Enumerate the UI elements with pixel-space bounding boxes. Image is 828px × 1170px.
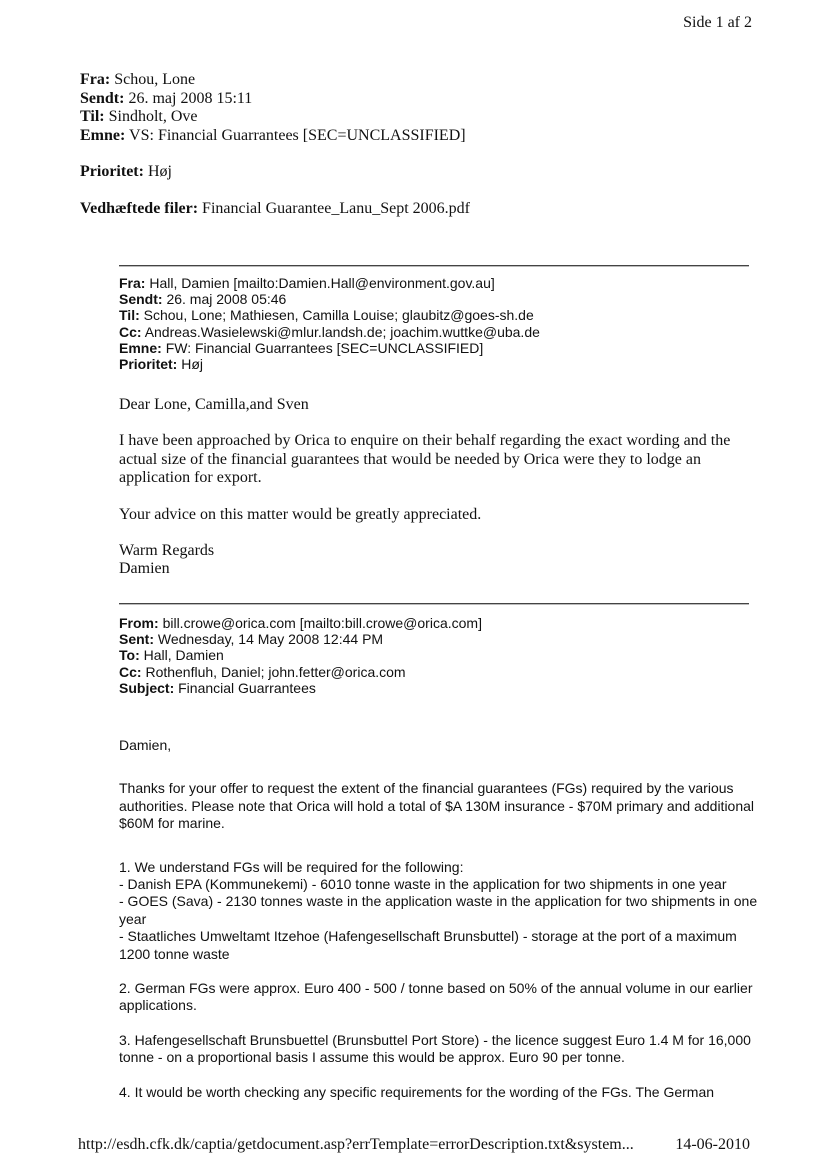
- mail2-subject-row: [119, 680, 759, 696]
- mail2-to-value: Hall, Damien: [143, 647, 224, 664]
- outer-subject-label: Emne:: [80, 126, 126, 144]
- mail2-body: [119, 737, 759, 1101]
- outer-subject-value: VS: Financial Guarrantees [SEC=UNCLASSIFIED]: [129, 126, 466, 144]
- mail1-from-label: Fra:: [119, 275, 146, 291]
- mail1-priority-row: [119, 356, 759, 372]
- mail1-subject-row: [119, 340, 759, 356]
- print-footer: [78, 1136, 750, 1154]
- mail1-sent-value: 26. maj 2008 05:46: [166, 291, 287, 308]
- mail1-cc-value: Andreas.Wasielewski@mlur.landsh.de; joachim.wuttke@uba.de: [144, 323, 540, 340]
- outer-to-value: Sindholt, Ove: [108, 108, 198, 125]
- outer-from-row: [80, 71, 760, 90]
- mail2-sent-row: [119, 631, 759, 647]
- outer-sent-label: Sendt:: [80, 89, 125, 107]
- mail2-sent-label: Sent:: [119, 631, 154, 648]
- footer-date: 14-06-2010: [675, 1136, 750, 1153]
- mail2-from-value: bill.crowe@orica.com [mailto:bill.crowe@orica.com]: [162, 615, 482, 631]
- mail2-cc-label: Cc:: [119, 663, 142, 680]
- mail2-cc-row: [119, 664, 759, 680]
- mail2-item1-a: - Danish EPA (Kommunekemi) - 6010 tonne waste in the application for two shipments in one year: [119, 876, 727, 893]
- outer-attachments-value: Financial Guarantee_Lanu_Sept 2006.pdf: [202, 199, 470, 217]
- mail1-body: [119, 396, 759, 579]
- mail2-greeting: Damien,: [119, 737, 172, 753]
- mail2-item-2: 2. German FGs were approx. Euro 400 - 500 / tonne based on 50% of the annual volume in our earlier applications.: [119, 980, 753, 1014]
- mail2-item1-c: - Staatliches Umweltamt Itzehoe (Hafengesellschaft Brunsbuttel) - storage at the port of a maximum 1200 tonne waste: [119, 928, 737, 962]
- outer-email-header: [80, 71, 760, 218]
- outer-subject-row: [80, 127, 760, 146]
- mail2-header: [119, 615, 759, 696]
- mail1-cc-row: [119, 324, 759, 340]
- mail2-item-4: 4. It would be worth checking any specific requirements for the wording of the FGs. The German: [119, 1083, 715, 1100]
- mail1-paragraph-1: I have been approached by Orica to enquire on their behalf regarding the exact wording and the actual size of the financial guarantees that would be needed by Orica were they to lodge an application for export.: [119, 432, 731, 487]
- mail1-subject-value: FW: Financial Guarrantees [SEC=UNCLASSIFIED]: [165, 339, 484, 356]
- mail1-signature: Damien: [119, 560, 170, 578]
- mail1-header: [119, 275, 759, 372]
- mail1-priority-value: Høj: [181, 356, 204, 373]
- mail2-cc-value: Rothenfluh, Daniel; john.fetter@orica.com: [145, 663, 406, 680]
- mail2-paragraph-1: Thanks for your offer to request the extent of the financial guarantees (FGs) required by the various authorities. Please note that Orica will hold a total of $A 130M insurance - $70M primary and additional $60M for marine.: [119, 780, 755, 832]
- mail1-from-value: Hall, Damien [mailto:Damien.Hall@environment.gov.au]: [149, 275, 495, 291]
- mail1-sent-row: [119, 291, 759, 307]
- mail1-paragraph-2: Your advice on this matter would be greatly appreciated.: [119, 505, 482, 523]
- mail1-to-label: Til:: [119, 307, 140, 324]
- mail2-to-row: [119, 647, 759, 663]
- mail1-priority-label: Prioritet:: [119, 356, 178, 373]
- outer-attachments-label: Vedhæftede filer:: [80, 199, 199, 217]
- page-number: Side 1 af 2: [683, 14, 752, 31]
- mail1-greeting: Dear Lone, Camilla,and Sven: [119, 396, 309, 413]
- mail2-from-label: From:: [119, 615, 159, 631]
- footer-url: http://esdh.cfk.dk/captia/getdocument.asp?errTemplate=errorDescription.txt&system...: [78, 1136, 634, 1153]
- outer-to-label: Til:: [80, 108, 105, 125]
- mail2-item1-b: - GOES (Sava) - 2130 tonnes waste in the application waste in the application for two shipments in one year: [119, 893, 758, 927]
- outer-priority-label: Prioritet:: [80, 163, 144, 180]
- mail2-item-3: 3. Hafengesellschaft Brunsbuettel (Brunsbuttel Port Store) - the licence suggest Euro 1.4 M for 16,000 tonne - on a proportional basis I assume this would be approx. Euro 90 per tonne.: [119, 1031, 751, 1066]
- mail2-sent-value: Wednesday, 14 May 2008 12:44 PM: [157, 631, 384, 648]
- mail1-closing: Warm Regards: [119, 542, 215, 560]
- mail1-to-value: Schou, Lone; Mathiesen, Camilla Louise; glaubitz@goes-sh.de: [143, 307, 534, 324]
- mail2-item1-intro: 1. We understand FGs will be required for the following:: [119, 858, 464, 875]
- separator-rule-1: [119, 265, 749, 267]
- separator-rule-2: [119, 603, 749, 605]
- mail2-subject-value: Financial Guarrantees: [178, 679, 316, 696]
- outer-sent-row: [80, 90, 760, 109]
- outer-to-row: [80, 108, 760, 127]
- outer-from-label: Fra:: [80, 71, 111, 88]
- outer-from-value: Schou, Lone: [114, 71, 196, 88]
- outer-priority-value: Høj: [147, 163, 172, 180]
- outer-attachments-row: [80, 200, 760, 219]
- mail1-sent-label: Sendt:: [119, 291, 163, 308]
- outer-priority-row: [80, 163, 760, 182]
- mail1-cc-label: Cc:: [119, 323, 142, 340]
- mail2-from-row: [119, 615, 759, 631]
- mail2-to-label: To:: [119, 647, 140, 664]
- mail2-subject-label: Subject:: [119, 679, 175, 696]
- mail1-subject-label: Emne:: [119, 339, 162, 356]
- outer-sent-value: 26. maj 2008 15:11: [128, 89, 253, 107]
- mail1-to-row: [119, 307, 759, 323]
- mail1-from-row: [119, 275, 759, 291]
